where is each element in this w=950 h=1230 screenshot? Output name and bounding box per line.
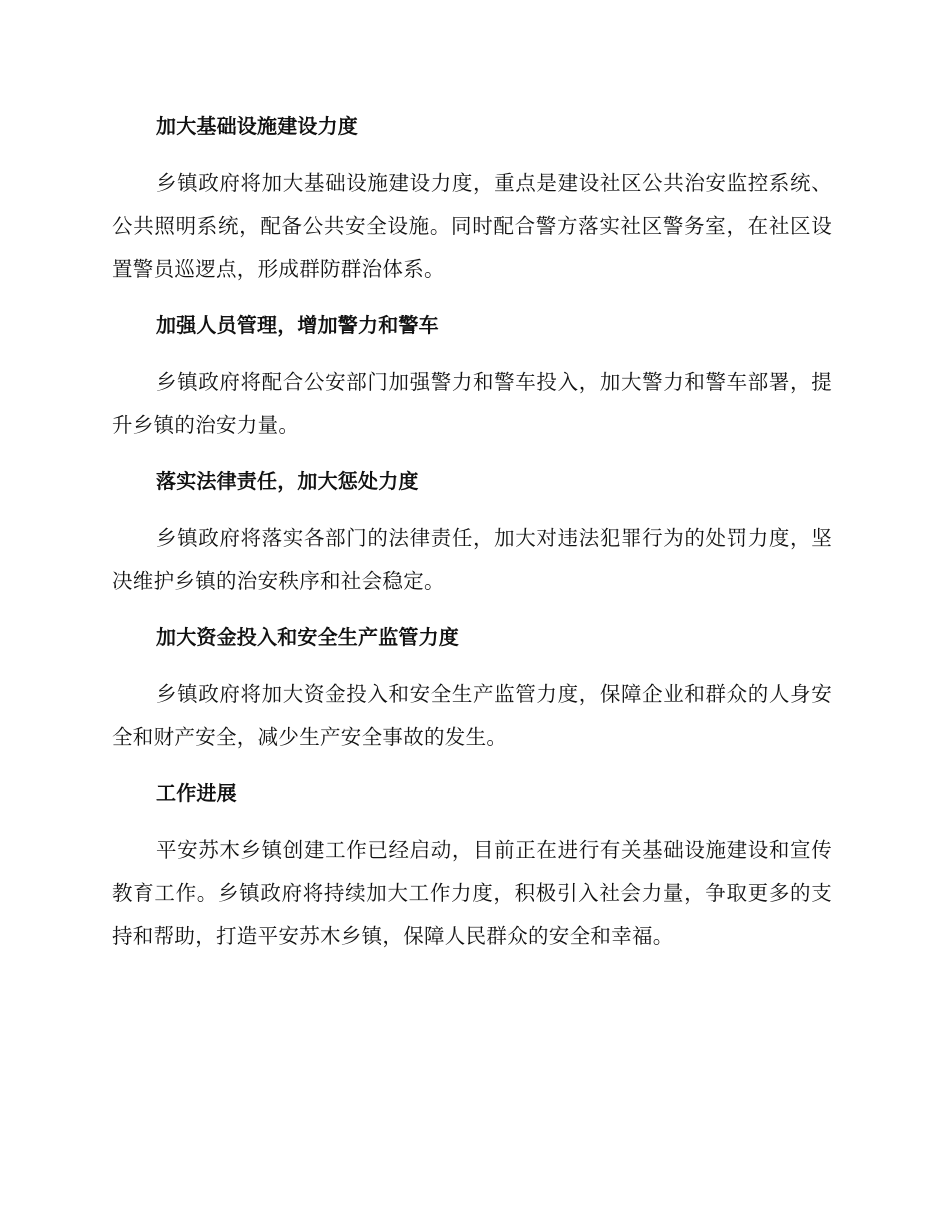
- section-paragraph: 平安苏木乡镇创建工作已经启动，目前正在进行有关基础设施建设和宣传教育工作。乡镇政府将持续加大工作力度，积极引入社会力量，争取更多的支持和帮助，打造平安苏木乡镇，保障人民群众的安全和幸福。: [112, 838, 832, 948]
- section-paragraph: 乡镇政府将落实各部门的法律责任，加大对违法犯罪行为的处罚力度，坚决维护乡镇的治安秩序和社会稳定。: [112, 526, 832, 593]
- section-paragraph: 乡镇政府将加大资金投入和安全生产监管力度，保障企业和群众的人身安全和财产安全，减少生产安全事故的发生。: [112, 682, 832, 749]
- section-personnel: [112, 307, 832, 447]
- section-heading: 工作进展: [156, 781, 237, 805]
- section-legal-responsibility: [112, 463, 832, 603]
- document-body: [112, 108, 832, 974]
- section-funding-safety: [112, 619, 832, 759]
- section-progress: [112, 775, 832, 958]
- section-heading: 加大基础设施建设力度: [156, 114, 358, 138]
- section-paragraph: 乡镇政府将配合公安部门加强警力和警车投入，加大警力和警车部署，提升乡镇的治安力量。: [112, 370, 832, 437]
- section-heading: 加强人员管理，增加警力和警车: [156, 313, 439, 337]
- section-infrastructure: [112, 108, 832, 291]
- section-paragraph: 乡镇政府将加大基础设施建设力度，重点是建设社区公共治安监控系统、公共照明系统，配备公共安全设施。同时配合警方落实社区警务室，在社区设置警员巡逻点，形成群防群治体系。: [112, 171, 832, 281]
- section-heading: 落实法律责任，加大惩处力度: [156, 469, 419, 493]
- section-heading: 加大资金投入和安全生产监管力度: [156, 625, 459, 649]
